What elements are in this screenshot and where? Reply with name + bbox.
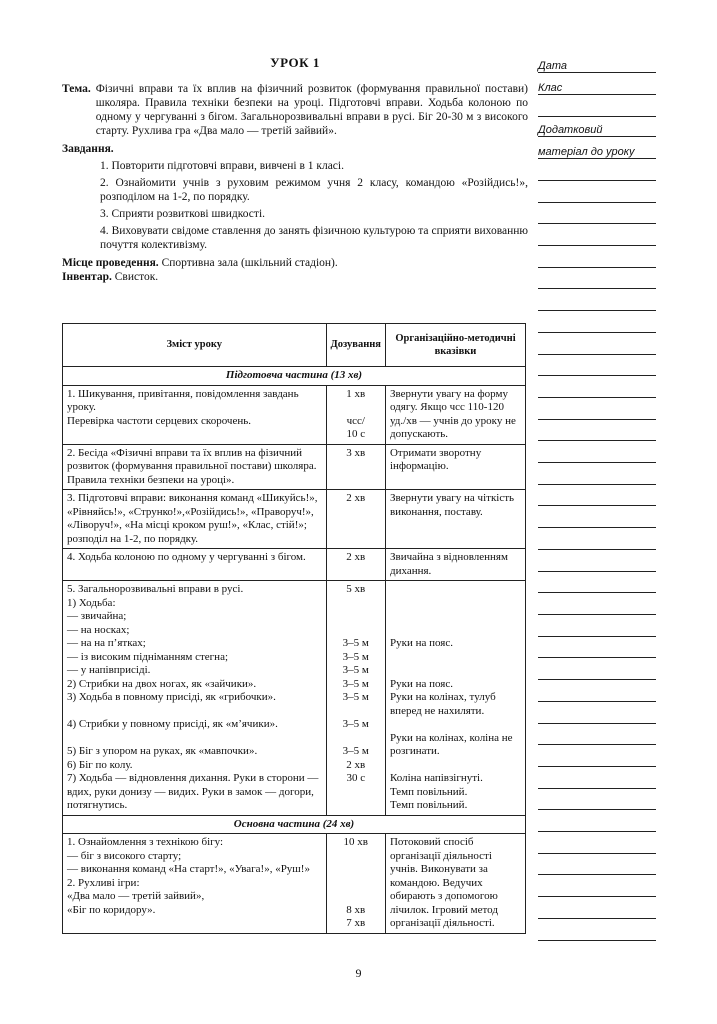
table-row	[63, 490, 526, 549]
content-cell-line: 1. Ознайомлення з технікою бігу:	[67, 836, 224, 848]
sidebar-rule-line	[538, 766, 656, 767]
notes-cell-line	[390, 583, 521, 597]
prep-section-header-label: Підготовча частина (13 хв)	[63, 367, 526, 386]
dose-cell-line	[331, 401, 381, 415]
dose-cell-line: 8 хв	[346, 903, 366, 916]
sidebar-rule-line	[538, 180, 656, 181]
header-content: Зміст уроку	[63, 324, 327, 367]
content-cell-line: 2. Бесіда «Фізичні вправи та їх вплив на фізичний розвиток (формування правильної постави) школяра. Правила техніки безпеки на уроці».	[67, 446, 317, 486]
dose-cell	[326, 834, 385, 934]
dose-cell-line: 10 хв	[343, 836, 368, 848]
tasks-label: Завдання.	[62, 143, 114, 155]
dose-cell-line: 3–5 м	[342, 677, 369, 690]
sidebar-rule-line	[538, 419, 656, 420]
dose-cell-line: 3–5 м	[342, 745, 369, 757]
notes-cell-line: Темп повільний.	[389, 785, 468, 798]
notes-cell-line	[390, 718, 521, 732]
sidebar-rule-line	[538, 223, 656, 224]
content-cell	[63, 581, 327, 816]
table-row	[63, 385, 526, 444]
dose-cell-line: 3–5 м	[342, 664, 369, 676]
dose-cell-line: чсс/	[346, 414, 365, 427]
venue-text: Спортивна зала (шкільний стадіон).	[161, 257, 338, 269]
dose-cell-line: 2 хв	[346, 758, 366, 771]
sidebar-rule-line	[538, 788, 656, 789]
sidebar-rule-line	[538, 202, 656, 203]
sidebar-rule-line	[538, 809, 656, 810]
sidebar-rule-line	[538, 592, 656, 593]
notes-cell-line: Руки на колінах, тулуб вперед не нахиляти.	[389, 691, 496, 717]
topic-block	[62, 82, 528, 138]
content-cell-line: 4) Стрибки у повному присіді, як «м’ячики».	[67, 718, 278, 730]
sidebar-rule-line	[538, 245, 656, 246]
content-cell-line: 4. Ходьба колоною по одному у чергуванні з бігом.	[67, 551, 306, 563]
task-item: 3. Сприяти розвиткові швидкості.	[100, 208, 266, 220]
date-label: Дата	[538, 60, 568, 72]
sidebar-rule-line	[538, 462, 656, 463]
dose-cell-line	[331, 732, 381, 746]
notes-cell-line: Коліна напівзігнуті.	[389, 772, 483, 784]
dose-cell-line: 1 хв	[346, 387, 366, 400]
inventory-text: Свисток.	[114, 271, 159, 283]
content-cell-line: — у напівприсіді.	[67, 664, 151, 676]
table-row	[63, 581, 526, 816]
sidebar-rule-line	[538, 527, 656, 528]
notes-cell-line: Руки на пояс.	[389, 637, 453, 649]
table-row	[63, 834, 526, 934]
sidebar-rule-line	[538, 701, 656, 702]
lesson-plan-table	[62, 323, 526, 934]
content-cell-line: 6) Біг по колу.	[67, 758, 133, 771]
extra-material-label-1: Додатковий	[538, 124, 603, 136]
sidebar-rule-line	[538, 918, 656, 919]
sidebar-rule-line	[538, 940, 656, 941]
sidebar-rule-line	[538, 505, 656, 506]
sidebar-rule-line	[538, 136, 656, 137]
dose-cell-line: 3 хв	[346, 446, 366, 459]
main-section-header	[63, 815, 526, 834]
notes-cell-line	[390, 610, 521, 624]
sidebar-rule-line	[538, 549, 656, 550]
dose-cell-line: 3–5 м	[342, 637, 369, 649]
dose-cell-line: 3–5 м	[342, 650, 369, 663]
notes-cell	[385, 444, 525, 490]
content-cell	[63, 444, 327, 490]
content-cell-line: — біг з високого старту;	[67, 849, 182, 862]
notes-cell-line: Звернути увагу на чіткість виконання, поставу.	[389, 492, 515, 518]
content-cell-line	[67, 705, 322, 719]
sidebar-rule-line	[538, 723, 656, 724]
lesson-title: УРОК 1	[270, 55, 320, 70]
header-notes: Організаційно-методичні вказівки	[385, 324, 525, 367]
content-cell-line: — на на п’ятках;	[67, 637, 146, 649]
inventory-label: Інвентар.	[62, 271, 112, 283]
table-row	[63, 444, 526, 490]
dose-cell-line: 7 хв	[346, 917, 366, 929]
main-section-header-label: Основна частина (24 хв)	[63, 815, 526, 834]
dose-cell-line: 3–5 м	[342, 718, 369, 730]
content-cell	[63, 385, 327, 444]
notes-cell-line	[390, 664, 521, 678]
notes-cell-line	[390, 597, 521, 611]
sidebar-rule-line	[538, 310, 656, 311]
dose-cell-line: 30 с	[346, 772, 366, 784]
dose-cell-line	[331, 597, 381, 611]
content-cell-line: — звичайна;	[67, 610, 127, 622]
sidebar-rule-line	[538, 267, 656, 268]
dose-cell-line	[331, 890, 381, 904]
extra-material-label-2: матеріал до уроку	[538, 146, 635, 158]
content-cell	[63, 834, 327, 934]
content-cell-line: 7) Ходьба — відновлення дихання. Руки в сторони — вдих, руки донизу — видих. Руки в замок — догори, потягнутись.	[67, 772, 319, 811]
lesson-header	[62, 56, 528, 284]
sidebar-rule-line	[538, 354, 656, 355]
header-dose: Дозування	[326, 324, 385, 367]
sidebar-rule-line	[538, 896, 656, 897]
task-item: 4. Виховувати свідоме ставлення до занять фізичною культурою та сприяти вихованню почуття колективізму.	[100, 225, 528, 251]
sidebar-rule-line	[538, 288, 656, 289]
content-cell-line: «Біг по коридору».	[67, 903, 156, 916]
venue-label: Місце проведення.	[62, 257, 159, 269]
dose-cell-line: 3–5 м	[342, 691, 369, 703]
content-cell-line: 5) Біг з упором на руках, як «мавпочки».	[67, 745, 258, 757]
prep-section-header	[63, 367, 526, 386]
class-label: Клас	[538, 82, 563, 94]
content-cell-line: 1. Шикування, привітання, повідомлення завдань уроку.	[67, 387, 299, 413]
content-cell-line: Перевірка частоти серцевих скорочень.	[67, 414, 251, 427]
notes-cell	[385, 385, 525, 444]
content-cell-line: — виконання команд «На старт!», «Увага!», «Руш!»	[67, 863, 310, 875]
sidebar-rule-line	[538, 72, 656, 73]
notes-cell-line: Отримати зворотну інформацію.	[389, 446, 482, 472]
notes-cell-line: Потоковий спосіб організації діяльності учнів. Виконувати за командою. Ведучих обирають з допомогою лічилок. Ігровий метод організації діяльності.	[389, 836, 498, 929]
content-cell-line: 2. Рухливі ігри:	[67, 876, 140, 889]
dose-cell-line: 2 хв	[346, 551, 366, 563]
sidebar-rule-line	[538, 853, 656, 854]
sidebar-rule-line	[538, 571, 656, 572]
content-cell	[63, 490, 327, 549]
venue	[62, 256, 528, 270]
content-cell-line: — із високим підніманням стегна;	[67, 650, 229, 663]
page-number: 9	[355, 966, 362, 980]
notes-cell-line: Темп повільний.	[389, 799, 468, 811]
dose-cell-line: 10 с	[346, 428, 366, 440]
notes-cell-line	[390, 759, 521, 773]
notes-cell-line: Руки на пояс.	[389, 677, 453, 690]
content-cell-line: 2) Стрибки на двох ногах, як «зайчики».	[67, 677, 257, 690]
notes-cell-line	[390, 624, 521, 638]
table-row	[63, 549, 526, 581]
dose-cell-line: 2 хв	[346, 492, 366, 504]
dose-cell-line	[331, 610, 381, 624]
sidebar-rule-line	[538, 614, 656, 615]
dose-cell	[326, 444, 385, 490]
sidebar-rule-line	[538, 116, 656, 117]
dose-cell	[326, 490, 385, 549]
task-item: 2. Ознайомити учнів з руховим режимом учня 2 класу, командою «Розійдись!», розподілом на 1-2, по порядку.	[100, 177, 528, 203]
topic-text: Фізичні вправи та їх вплив на фізичний розвиток (формування правильної постави) школяра. Правила техніки безпеки на уроці. Підготовчі вправи. Ходьба колоною по одному у чергуванні з бігом. Загальнорозвивальні вправи в русі. Біг 20-30 м з високого старту. Рухлива гра «Два мало — третій зайвий».	[95, 83, 528, 137]
content-cell	[63, 549, 327, 581]
sidebar-rule-line	[538, 657, 656, 658]
dose-cell-line	[331, 850, 381, 864]
sidebar-rule-line	[538, 484, 656, 485]
sidebar-rule-line	[538, 375, 656, 376]
notes-cell	[385, 581, 525, 816]
content-cell-line: 3. Підготовчі вправи: виконання команд «Шикуйсь!», «Рівняйсь!», «Струнко!»,«Розійдись!», «Праворуч!», «Ліворуч!», «На місці кроком руш!», «Клас, стій!»; розподіл на 1-2, по порядку.	[67, 492, 318, 545]
content-cell-line: 5. Загальнорозвивальні вправи в русі.	[67, 583, 244, 595]
dose-cell-line: 5 хв	[346, 583, 366, 595]
dose-cell-line	[331, 705, 381, 719]
dose-cell-line	[331, 863, 381, 877]
sidebar-rule-line	[538, 158, 656, 159]
table-header-row	[63, 324, 526, 367]
notes-cell-line	[390, 651, 521, 665]
content-cell-line	[67, 732, 322, 746]
sidebar-rule-line	[538, 831, 656, 832]
inventory	[62, 270, 528, 284]
dose-cell	[326, 385, 385, 444]
notes-cell	[385, 549, 525, 581]
sidebar-rule-line	[538, 874, 656, 875]
notes-cell	[385, 834, 525, 934]
sidebar-rule-line	[538, 94, 656, 95]
notes-cell-line: Звичайна з відновленням дихання.	[389, 551, 508, 577]
sidebar-rule-line	[538, 440, 656, 441]
content-cell-line: — на носках;	[67, 623, 130, 636]
sidebar-rule-line	[538, 332, 656, 333]
dose-cell-line	[331, 624, 381, 638]
notes-cell-line: Звернути увагу на форму одягу. Якщо чсс 110-120 уд./хв — учнів до уроку не допускають.	[389, 387, 516, 440]
sidebar-rule-line	[538, 636, 656, 637]
dose-cell	[326, 581, 385, 816]
task-item: 1. Повторити підготовчі вправи, вивчені в 1 класі.	[100, 160, 344, 172]
dose-cell	[326, 549, 385, 581]
sidebar-rule-line	[538, 679, 656, 680]
content-cell-line: «Два мало — третій зайвий»,	[67, 890, 205, 902]
content-cell-line: 1) Ходьба:	[67, 596, 116, 609]
notes-cell	[385, 490, 525, 549]
topic-label: Тема.	[62, 83, 91, 95]
sidebar-rule-line	[538, 744, 656, 745]
sidebar-rule-line	[538, 397, 656, 398]
content-cell-line: 3) Ходьба в повному присіді, як «грибочки».	[67, 691, 276, 703]
notes-cell-line: Руки на колінах, коліна не розгинати.	[389, 731, 513, 757]
dose-cell-line	[331, 877, 381, 891]
